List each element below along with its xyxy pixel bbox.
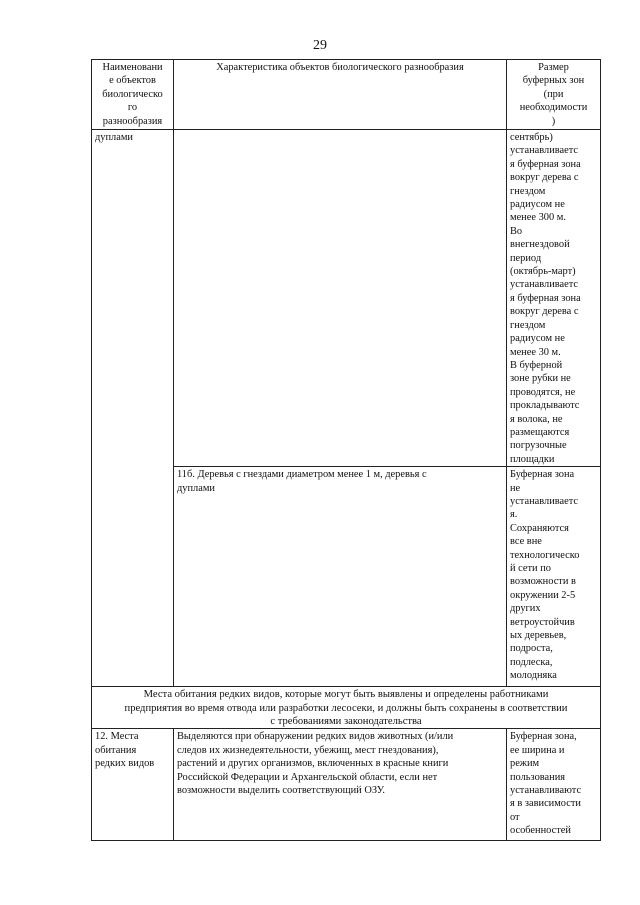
characteristic-text: Выделяются при обнаружении редких видов животных (и/или следов их жизнедеятельности, убежищ, мест гнездования), растений и других организмов, включенных в красные книги Российской Федерации и Архангельской области, если нет возможности выделить соответствующий ОЗУ. (177, 731, 454, 796)
buffer-text: Буферная зона, ее ширина и режим пользования устанавливаютс я в зависимости от особенностей (510, 731, 582, 837)
table-header-row (92, 60, 601, 130)
header-cell-characteristics (174, 60, 507, 130)
header-cell-objects (92, 60, 174, 130)
object-name-cell (92, 130, 174, 687)
characteristic-cell (174, 467, 507, 687)
object-name-text: дуплами (95, 132, 133, 143)
section-heading-row (92, 687, 601, 729)
table-row (92, 729, 601, 841)
table-row (92, 130, 601, 467)
header-objects-text: Наименовани е объектов биологическо го разнообразия (102, 62, 163, 127)
characteristic-text: 11б. Деревья с гнездами диаметром менее 1 м, деревья с дуплами (177, 469, 427, 494)
document-table (91, 59, 601, 841)
buffer-text: Буферная зона не устанавливаетс я. Сохраняются все вне технологическо й сети по возможности в окружении 2-5 других ветроустойчив ых деревьев, подроста, подлеска, молодняка (510, 469, 580, 682)
header-buffer-text: Размер буферных зон (при необходимости ) (519, 62, 588, 127)
section-heading-text: Места обитания редких видов, которые могут быть выявлены и определены работниками предприятия во время отвода или разработки лесосеки, и должны быть сохранены в соответствии с требованиями законодательства (124, 689, 568, 727)
buffer-cell (507, 467, 601, 687)
section-heading-cell (92, 687, 601, 729)
characteristic-cell (174, 729, 507, 841)
header-cell-buffer (507, 60, 601, 130)
buffer-text: сентябрь) устанавливаетс я буферная зона вокруг дерева с гнездом радиусом не менее 300 м. Во внегнездовой период (октябрь-март) устанавливаетс я буферная зона вокруг дерева с гнездом радиусом не менее 30 м. В буферной зоне рубки не проводятся, не прокладываютс я волока, не размещаются погрузочные площадки (510, 132, 581, 465)
object-name-cell (92, 729, 174, 841)
header-characteristics-text: Характеристика объектов биологического разнообразия (216, 62, 464, 73)
characteristic-cell (174, 130, 507, 467)
buffer-cell (507, 130, 601, 467)
buffer-cell (507, 729, 601, 841)
page-number: 29 (313, 38, 327, 53)
object-name-text: 12. Места обитания редких видов (95, 731, 155, 770)
